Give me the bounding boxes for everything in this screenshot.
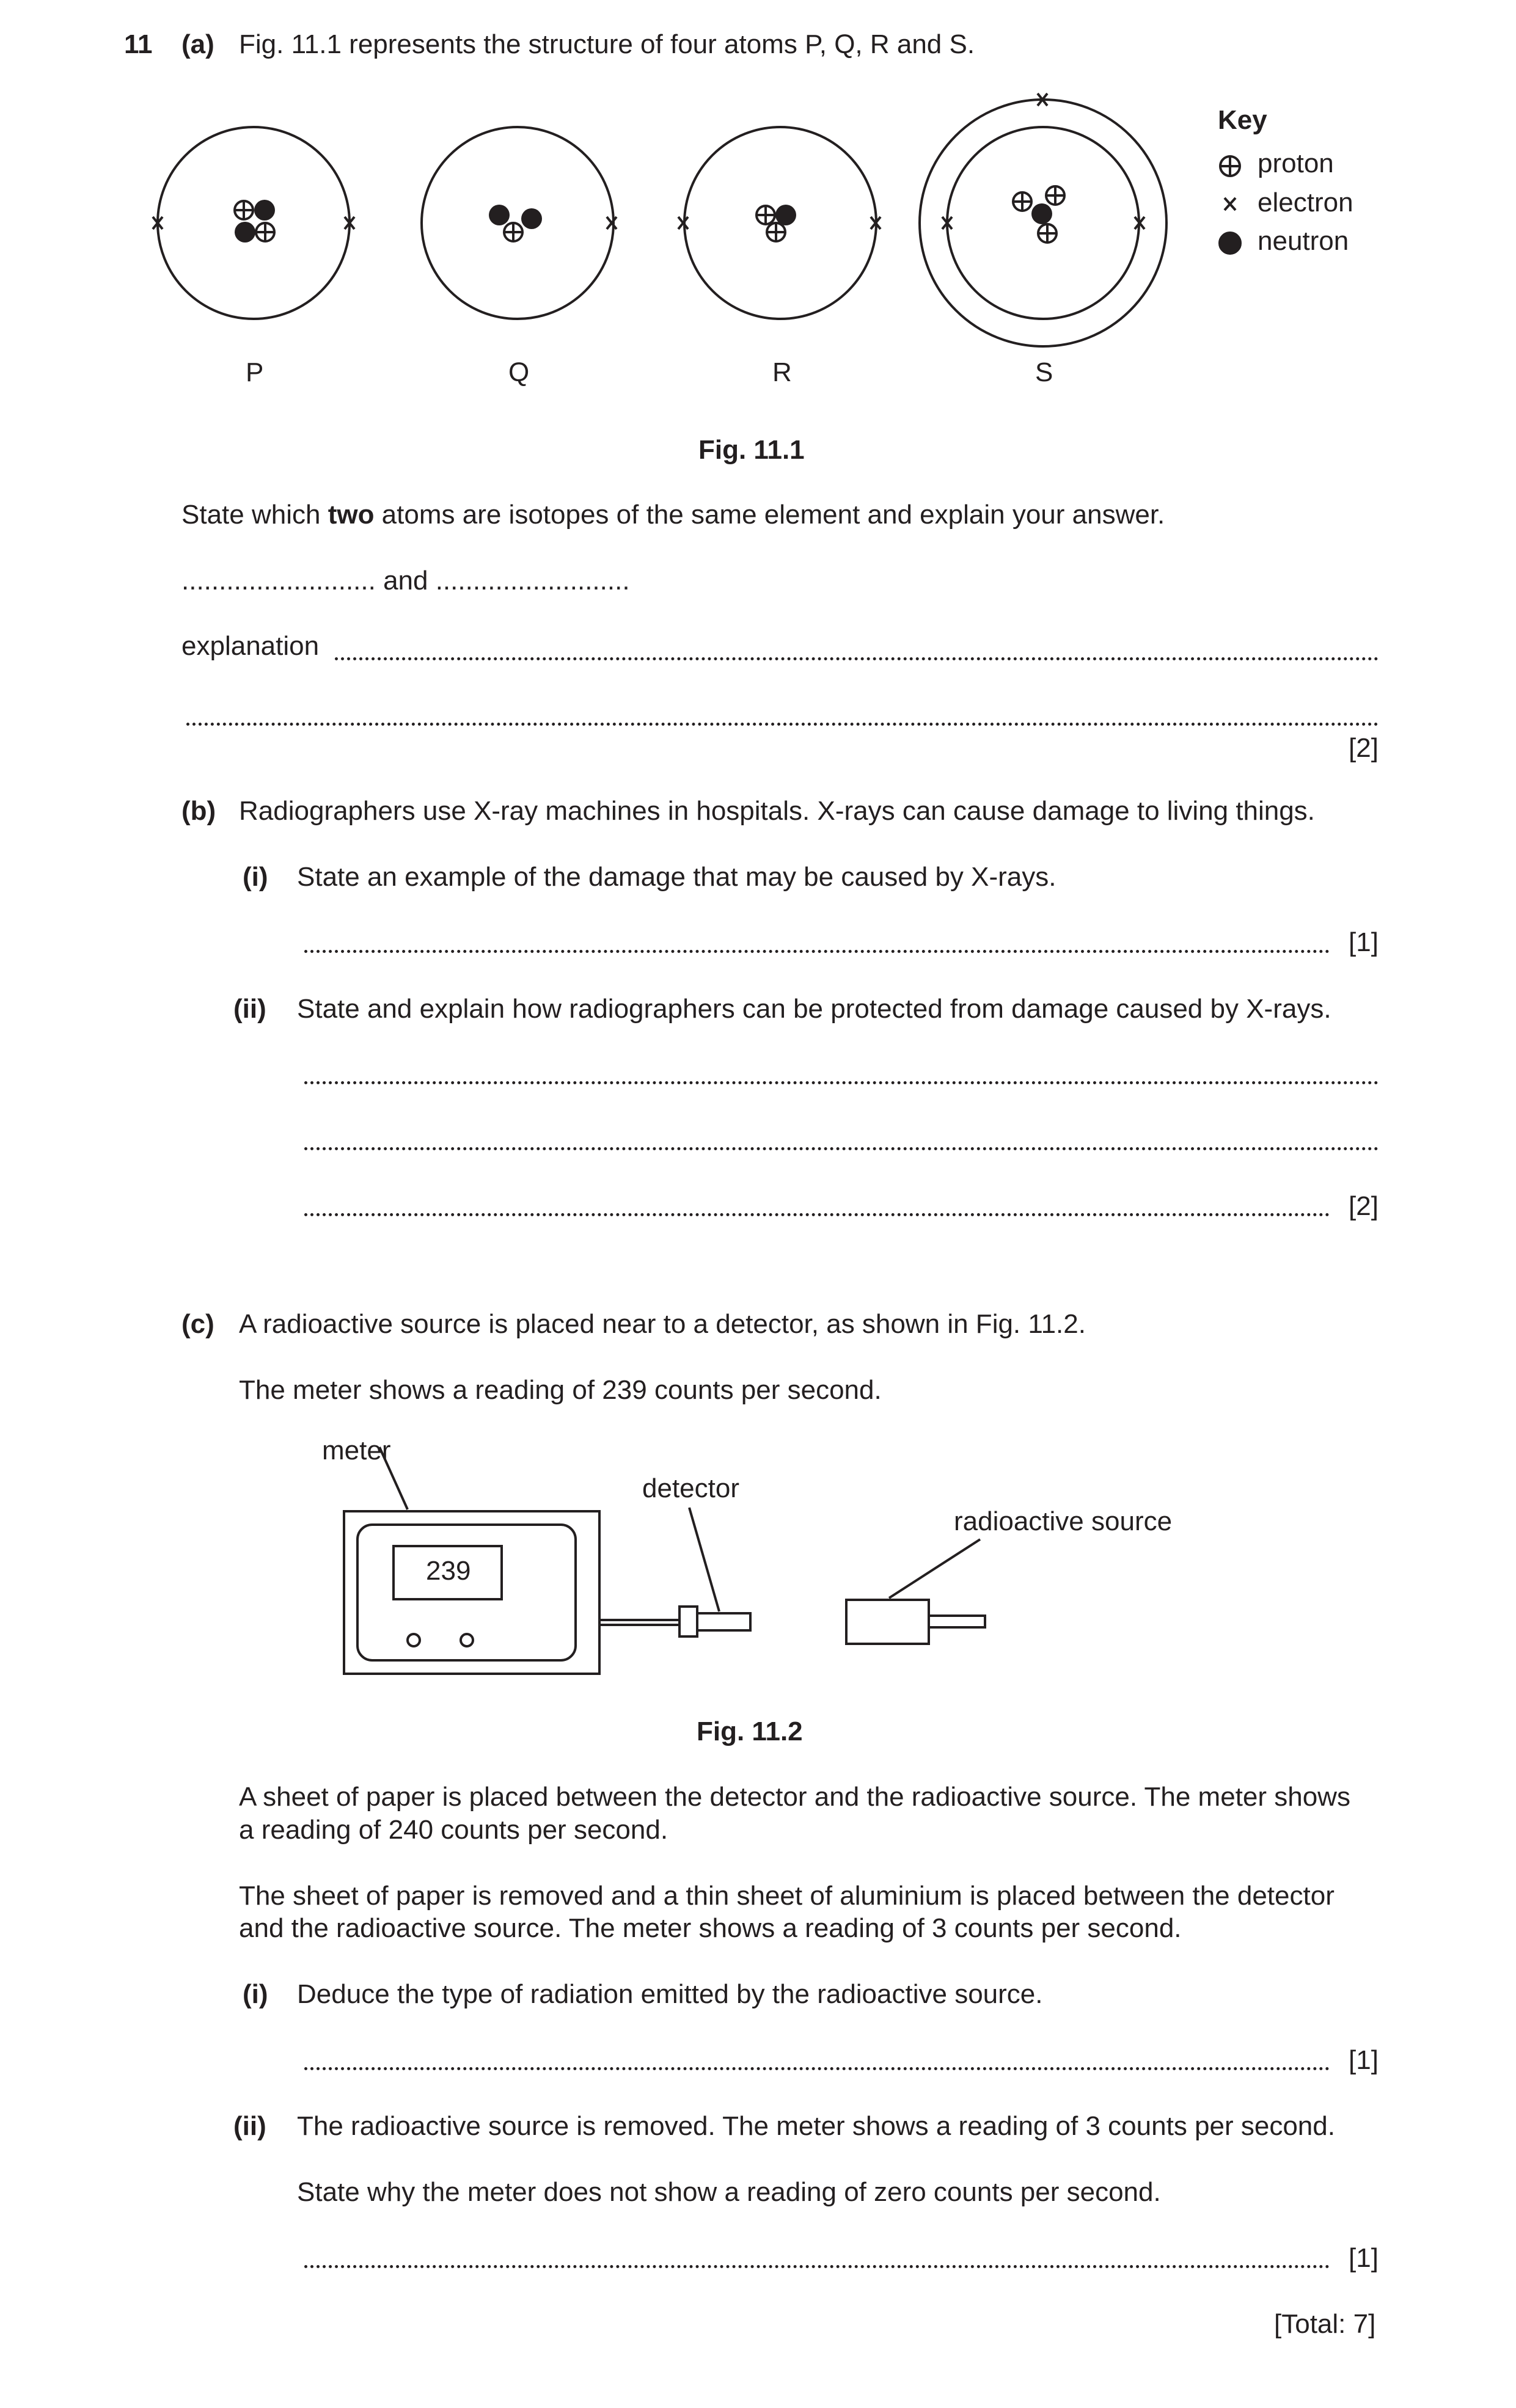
part-b-intro: Radiographers use X-ray machines in hospitals. X-rays can cause damage to living things. — [239, 796, 1315, 826]
explanation-label: explanation — [181, 631, 320, 661]
marks-a: [2] — [1349, 733, 1379, 763]
meter-label: meter — [322, 1436, 391, 1465]
paper-line-2: a reading of 240 counts per second. — [239, 1815, 668, 1845]
part-b-i-text: State an example of the damage that may be caused by X-rays. — [297, 862, 1056, 892]
question-number: 11 — [124, 29, 153, 59]
part-c-ii-text-2: State why the meter does not show a reading of zero counts per second. — [297, 2177, 1161, 2207]
answer-and-line[interactable]: .......................... and .......................... — [181, 566, 630, 596]
atom-label-s: S — [1035, 357, 1053, 387]
total-marks: [Total: 7] — [1274, 2309, 1376, 2339]
marks-b-i: [1] — [1349, 927, 1379, 957]
part-c-i-text: Deduce the type of radiation emitted by the radioactive source. — [297, 1979, 1043, 2009]
part-b-ii-label: (ii) — [233, 994, 266, 1024]
key-neutron-label: neutron — [1258, 226, 1349, 256]
part-a-label: (a) — [181, 29, 214, 59]
paper-line-1: A sheet of paper is placed between the detector and the radioactive source. The meter shows — [239, 1782, 1350, 1812]
detector-label: detector — [642, 1473, 739, 1503]
meter-reading: 239 — [426, 1556, 471, 1586]
aluminium-line-2: and the radioactive source. The meter shows a reading of 3 counts per second. — [239, 1913, 1182, 1943]
part-c-i-label: (i) — [243, 1979, 268, 2009]
answer-line-c-ii[interactable] — [304, 2265, 1330, 2268]
atom-label-p: P — [246, 357, 264, 387]
fig-11-1-caption: Fig. 11.1 — [698, 435, 805, 465]
aluminium-line-1: The sheet of paper is removed and a thin sheet of aluminium is placed between the detector — [239, 1881, 1335, 1911]
part-b-ii-text: State and explain how radiographers can be protected from damage caused by X-rays. — [297, 994, 1331, 1024]
marks-c-ii: [1] — [1349, 2243, 1379, 2273]
answer-line-c-i[interactable] — [304, 2067, 1330, 2070]
marks-c-i: [1] — [1349, 2045, 1379, 2075]
part-c-reading: The meter shows a reading of 239 counts per second. — [239, 1375, 882, 1405]
key-proton-label: proton — [1258, 148, 1334, 178]
part-a-intro: Fig. 11.1 represents the structure of four atoms P, Q, R and S. — [239, 29, 975, 59]
part-a-question: State which two atoms are isotopes of the same element and explain your answer. — [181, 500, 1165, 530]
part-c-label: (c) — [181, 1309, 214, 1339]
part-c-ii-label: (ii) — [233, 2111, 266, 2141]
source-label: radioactive source — [954, 1506, 1173, 1536]
marks-b-ii: [2] — [1349, 1191, 1379, 1221]
key-title: Key — [1218, 105, 1267, 135]
key-electron-label: electron — [1258, 188, 1353, 217]
part-b-i-label: (i) — [243, 862, 268, 892]
atom-label-r: R — [772, 357, 792, 387]
part-c-intro: A radioactive source is placed near to a detector, as shown in Fig. 11.2. — [239, 1309, 1086, 1339]
fig-11-2-caption: Fig. 11.2 — [697, 1717, 803, 1746]
part-c-ii-text: The radioactive source is removed. The meter shows a reading of 3 counts per second. — [297, 2111, 1335, 2141]
atom-label-q: Q — [508, 357, 530, 387]
part-b-label: (b) — [181, 796, 216, 826]
